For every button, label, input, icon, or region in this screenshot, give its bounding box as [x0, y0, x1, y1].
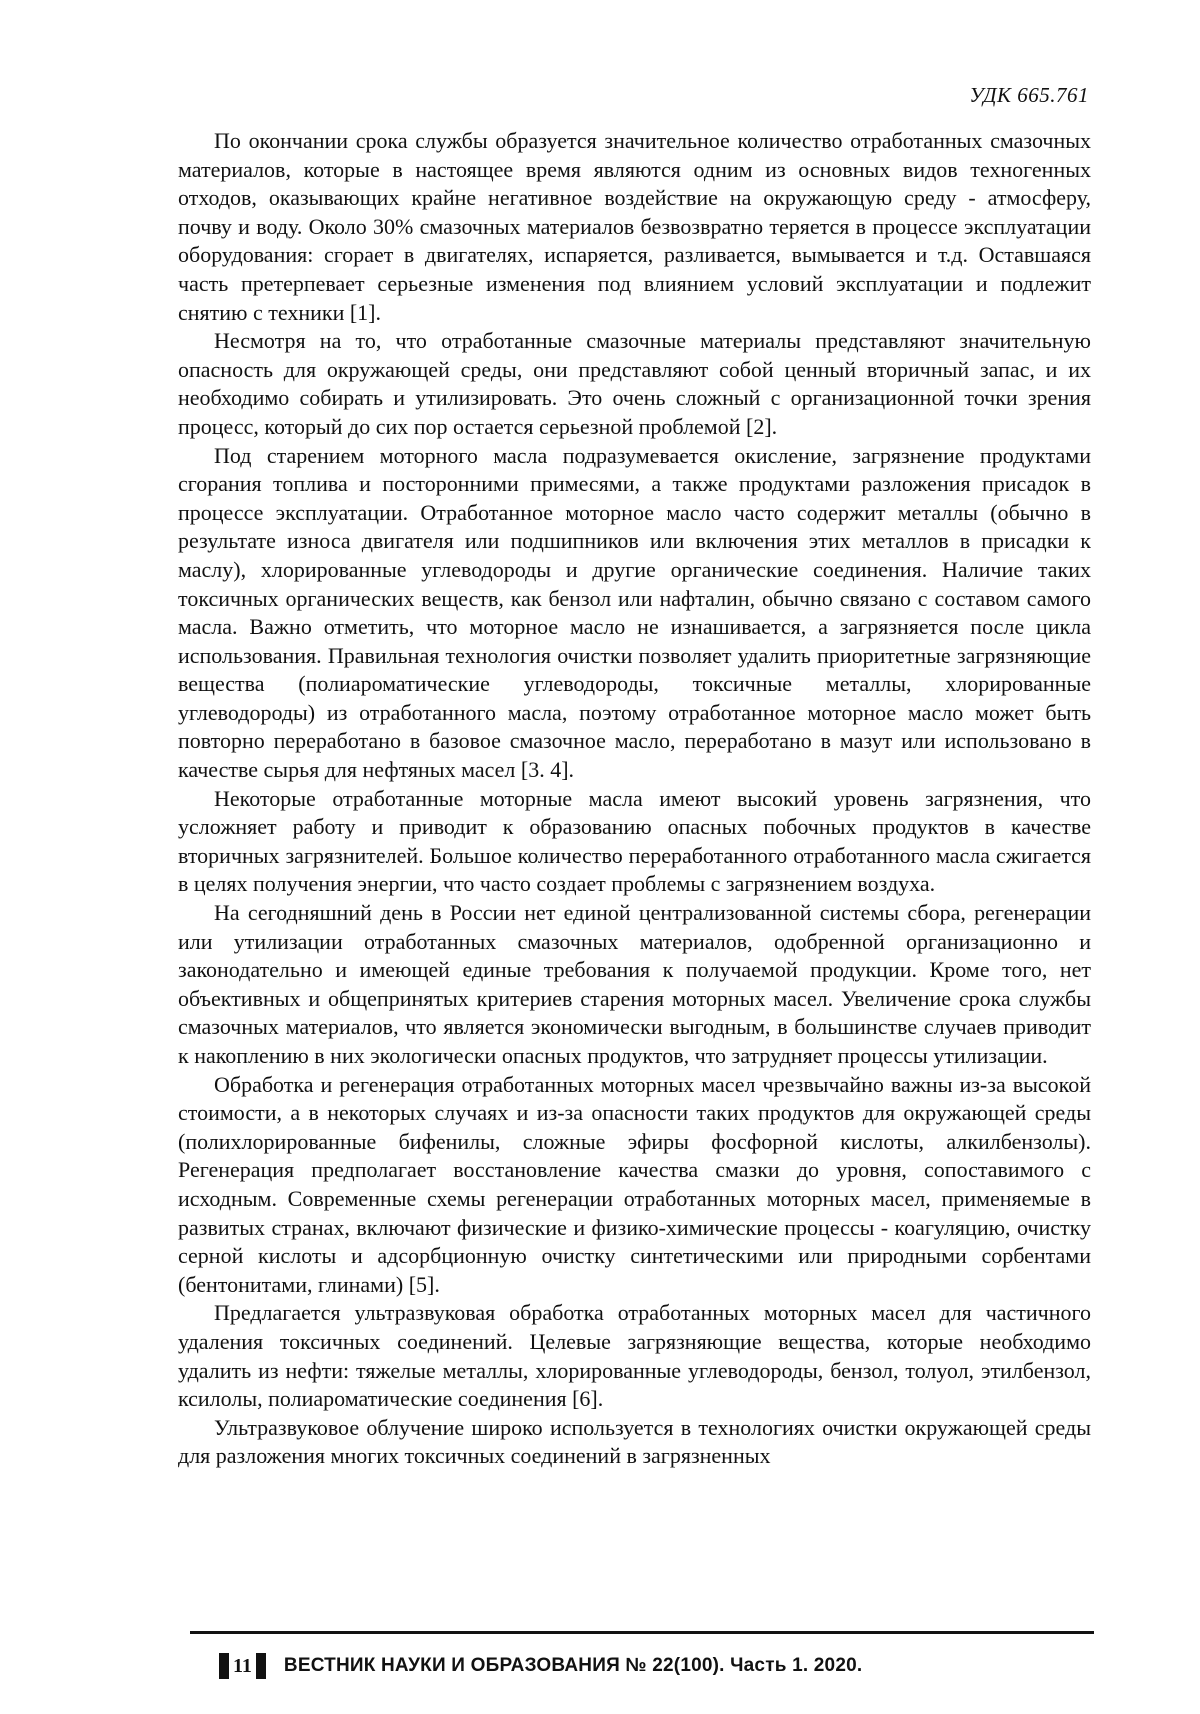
- page-footer: [219, 1653, 862, 1679]
- paragraph: Несмотря на то, что отработанные смазочные материалы представляют значительную опасность для окружающей среды, они представляют собой ценный вторичный запас, и их необходимо собирать и утилизировать. Это очень сложный с организационной точки зрения процесс, который до сих пор остается серьезной проблемой [2].: [178, 328, 1091, 439]
- paragraph: Обработка и регенерация отработанных моторных масел чрезвычайно важны из-за высокой стоимости, а в некоторых случаях и из-за опасности таких продуктов для окружающей среды (полихлорированные бифенилы, сложные эфиры фосфорной кислоты, алкилбензолы). Регенерация предполагает восстановление качества смазки до уровня, сопоставимого с исходным. Современные схемы регенерации отработанных моторных масел, применяемые в развитых странах, включают физические и физико-химические процессы - коагуляцию, очистку серной кислоты и адсорбционную очистку синтетическими или природными сорбентами (бентонитами, глинами) [5].: [178, 1071, 1091, 1297]
- paragraph: Некоторые отработанные моторные масла имеют высокий уровень загрязнения, что усложняет работу и приводит к образованию опасных побочных продуктов в качестве вторичных загрязнителей. Большое количество переработанного отработанного масла сжигается в целях получения энергии, что часто создает проблемы с загрязнением воздуха.: [178, 785, 1091, 897]
- udk-code: УДК 665.761: [969, 83, 1089, 107]
- paragraph: Предлагается ультразвуковая обработка отработанных моторных масел для частичного удаления токсичных соединений. Целевые загрязняющие вещества, которые необходимо удалить из нефти: тяжелые металлы, хлорированные углеводороды, бензол, толуол, этилбензол, ксилолы, полиароматические соединения [6].: [178, 1300, 1091, 1412]
- paragraph: На сегодняшний день в России нет единой централизованной системы сбора, регенерации или утилизации отработанных смазочных материалов, одобренной организационно и законодательно и имеющей единые требования к получаемой продукции. Кроме того, нет объективных и общепринятых критериев старения моторных масел. Увеличение срока службы смазочных материалов, что является экономически выгодным, в большинстве случаев приводит к накоплению в них экологически опасных продуктов, что затрудняет процессы утилизации.: [178, 900, 1091, 1068]
- footer-divider: [190, 1631, 1094, 1634]
- page-number: 11: [233, 1654, 252, 1677]
- paragraph: Под старением моторного масла подразумевается окисление, загрязнение продуктами сгорания топлива и посторонними примесями, а также продуктами разложения присадок в процессе эксплуатации. Отработанное моторное масло часто содержит металлы (обычно в результате износа двигателя или подшипников или включения этих металлов в присадки к маслу), хлорированные углеводороды и другие органические соединения. Наличие таких токсичных органических веществ, как бензол или нафталин, обычно связано с составом самого масла. Важно отметить, что моторное масло не изнашивается, а загрязняется после цикла использования. Правильная технология очистки позволяет удалить приоритетные загрязняющие вещества (полиароматические углеводороды, токсичные металлы, хлорированные углеводороды) из отработанного масла, поэтому отработанное моторное масло может быть повторно переработано в базовое смазочное масло, переработано в мазут или использовано в качестве сырья для нефтяных масел [3. 4].: [178, 442, 1091, 783]
- footer-block-left: [219, 1653, 229, 1679]
- journal-title: ВЕСТНИК НАУКИ И ОБРАЗОВАНИЯ № 22(100). Часть 1. 2020.: [283, 1655, 863, 1676]
- paragraph: По окончании срока службы образуется значительное количество отработанных смазочных материалов, которые в настоящее время являются одним из основных видов техногенных отходов, оказывающих крайне негативное воздействие на окружающую среду - атмосферу, почву и воду. Около 30% смазочных материалов безвозвратно теряется в процессе эксплуатации оборудования: сгорает в двигателях, испаряется, разливается, вымывается и т.д. Оставшаяся часть претерпевает серьезные изменения под влиянием условий эксплуатации и подлежит снятию с техники [1].: [178, 128, 1091, 325]
- article-body: [178, 127, 1091, 1471]
- paragraph: Ультразвуковое облучение широко используется в технологиях очистки окружающей среды для разложения многих токсичных соединений в загрязненных: [178, 1414, 1091, 1469]
- footer-block-right: [256, 1653, 266, 1679]
